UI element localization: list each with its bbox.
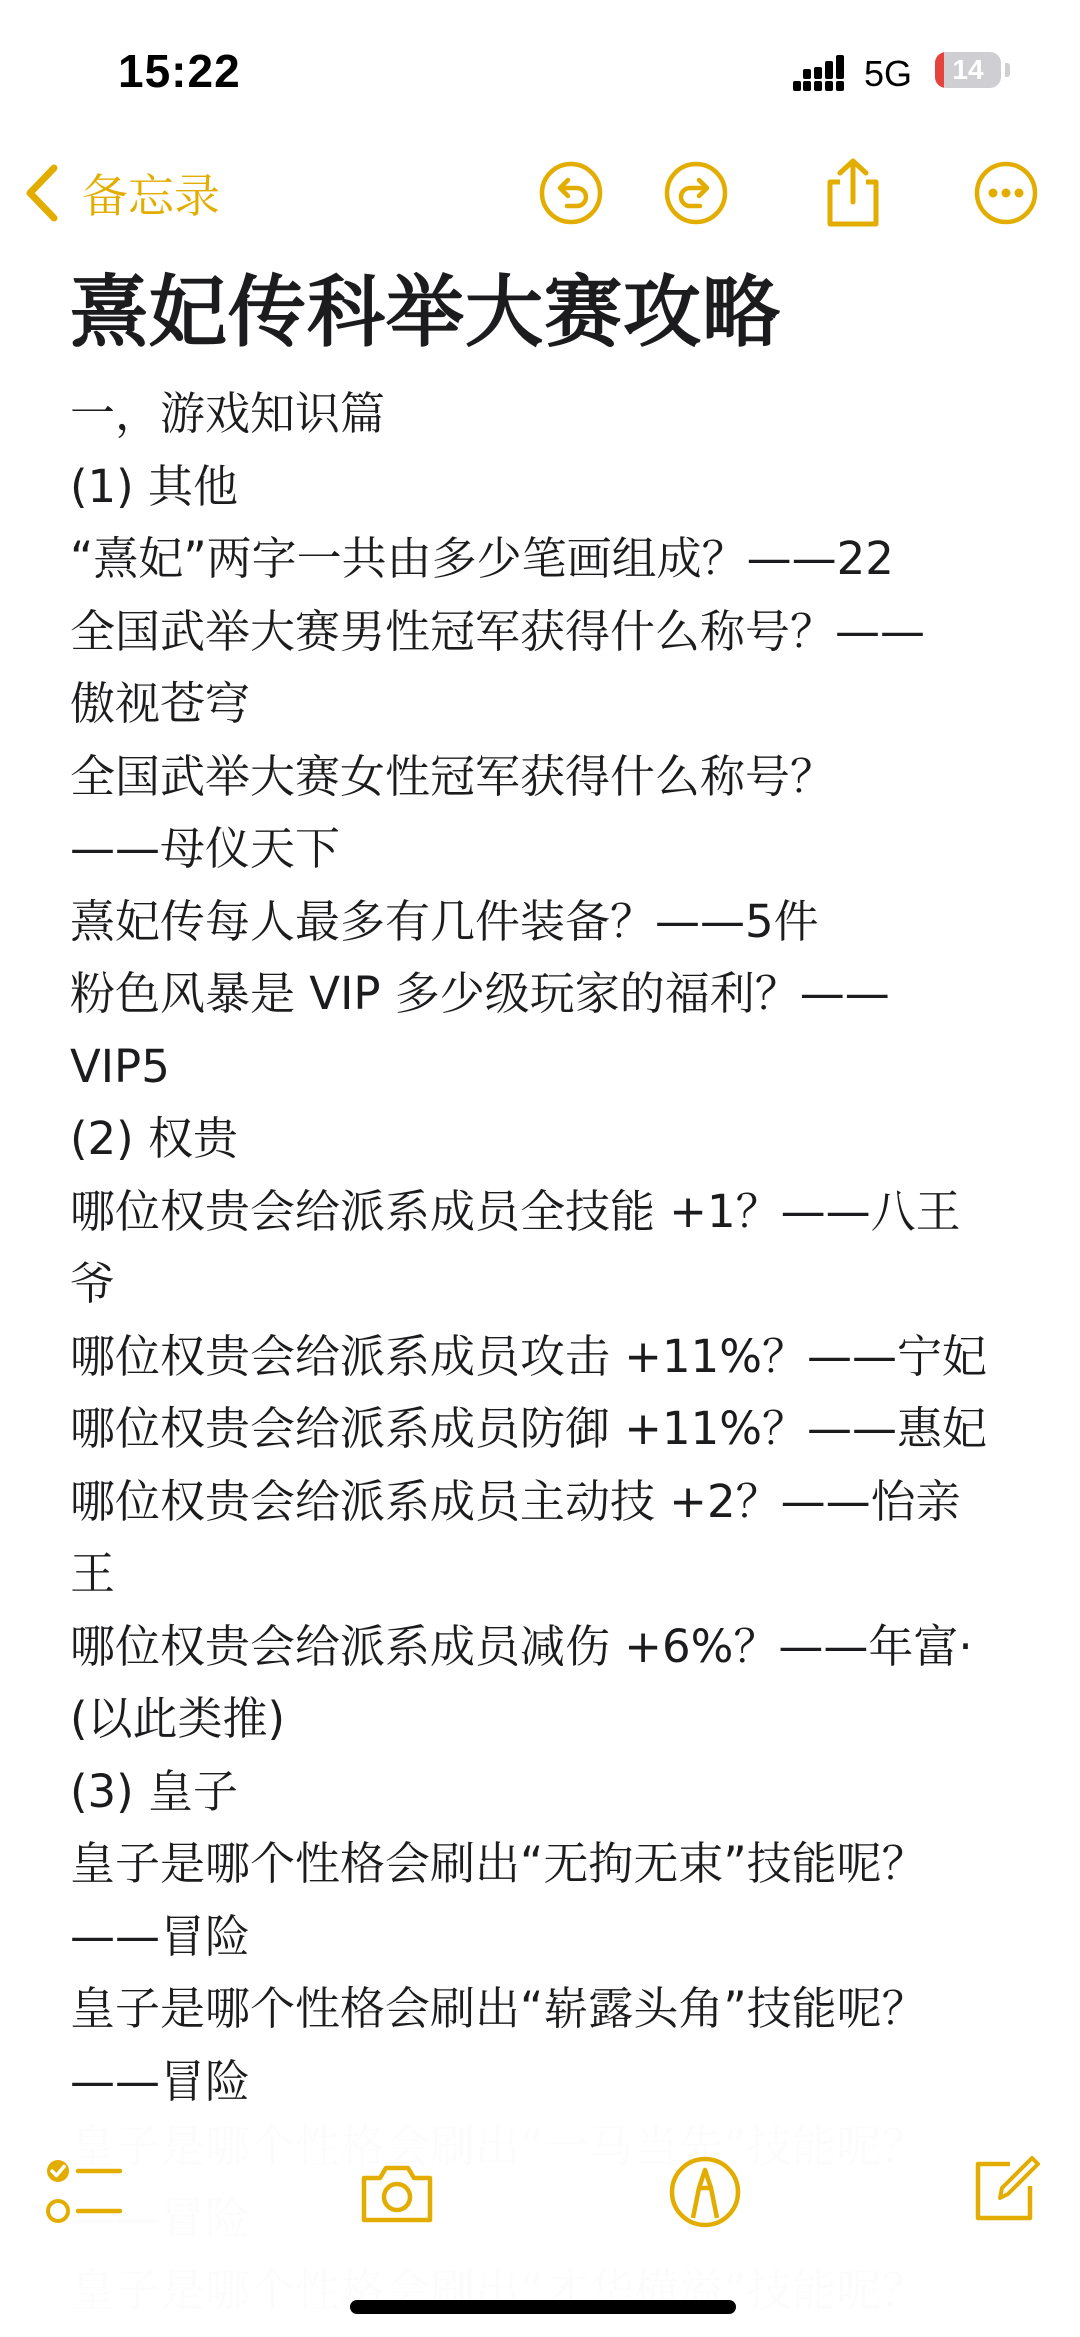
note-line[interactable]: 皇子是哪个性格会刷出“无拘无束”技能呢？ xyxy=(70,1837,927,1890)
note-line[interactable]: ——母仪天下 xyxy=(70,822,341,875)
status-bar xyxy=(0,0,1080,140)
battery-tip xyxy=(1005,63,1010,77)
share-icon xyxy=(818,156,888,228)
network-type: 5G xyxy=(864,53,913,94)
share-button[interactable] xyxy=(818,156,888,228)
note-line[interactable]: ——冒险 xyxy=(70,1909,251,1963)
compose-button[interactable] xyxy=(970,2150,1042,2226)
note-line[interactable]: (以此类推) xyxy=(70,1692,286,1745)
note-line[interactable]: ——冒险 xyxy=(70,2054,251,2108)
note-line[interactable]: (2) 权贵 xyxy=(70,1112,239,1165)
status-time: 15:22 xyxy=(118,45,241,97)
note-title[interactable]: 熹妃传科举大赛攻略 xyxy=(70,268,782,358)
note-line[interactable]: 一，游戏知识篇 xyxy=(70,387,386,440)
signal-strength-icon xyxy=(793,55,853,91)
camera-button[interactable] xyxy=(358,2160,436,2226)
checklist-icon xyxy=(44,2155,126,2231)
undo-icon xyxy=(538,160,604,226)
note-line[interactable]: (1) 其他 xyxy=(70,459,239,513)
note-line[interactable]: 哪位权贵会给派系成员攻击 +11%？——宁妃 xyxy=(70,1329,988,1383)
chevron-left-icon xyxy=(22,162,64,224)
markup-button[interactable] xyxy=(665,2152,745,2232)
redo-icon xyxy=(663,160,729,226)
note-line[interactable]: 全国武举大赛女性冠军获得什么称号？ xyxy=(70,749,836,803)
camera-icon xyxy=(358,2160,436,2226)
more-button[interactable] xyxy=(973,160,1039,226)
note-body[interactable] xyxy=(70,378,1020,2118)
note-line[interactable]: VIP5 xyxy=(70,1039,170,1093)
back-button[interactable] xyxy=(22,158,220,228)
note-line[interactable]: 熹妃传每人最多有几件装备？——5件 xyxy=(70,894,819,948)
checklist-button[interactable] xyxy=(44,2155,126,2231)
note-line[interactable]: 全国武举大赛男性冠军获得什么称号？—— xyxy=(70,604,926,658)
note-line[interactable]: 皇子是哪个性格会刷出“崭露头角”技能呢？ xyxy=(70,1982,927,2035)
note-line[interactable]: 哪位权贵会给派系成员防御 +11%？——惠妃 xyxy=(70,1402,988,1455)
note-line[interactable]: 王 xyxy=(70,1547,116,1600)
back-label: 备忘录 xyxy=(82,169,220,223)
note-editor[interactable] xyxy=(70,258,1020,2118)
note-line[interactable]: 粉色风暴是 VIP 多少级玩家的福利？—— xyxy=(70,967,890,1020)
note-line[interactable]: (3) 皇子 xyxy=(70,1764,239,1818)
compose-icon xyxy=(970,2150,1042,2226)
markup-icon xyxy=(665,2152,745,2232)
note-line[interactable]: “熹妃”两字一共由多少笔画组成？——22 xyxy=(70,532,894,585)
battery-icon xyxy=(935,52,1001,88)
more-icon xyxy=(973,160,1039,226)
battery-level: 14 xyxy=(952,54,984,85)
note-line[interactable]: 哪位权贵会给派系成员主动技 +2？——怡亲 xyxy=(70,1474,961,1528)
note-line[interactable]: 傲视苍穹 xyxy=(70,677,251,730)
note-line[interactable]: 哪位权贵会给派系成员减伤 +6%？——年富· xyxy=(70,1619,973,1673)
redo-button[interactable] xyxy=(663,160,729,226)
note-line[interactable]: 哪位权贵会给派系成员全技能 +1？——八王 xyxy=(70,1184,961,1238)
home-indicator[interactable] xyxy=(350,2300,736,2314)
undo-button[interactable] xyxy=(538,160,604,226)
note-line[interactable]: 爷 xyxy=(70,1257,116,1310)
